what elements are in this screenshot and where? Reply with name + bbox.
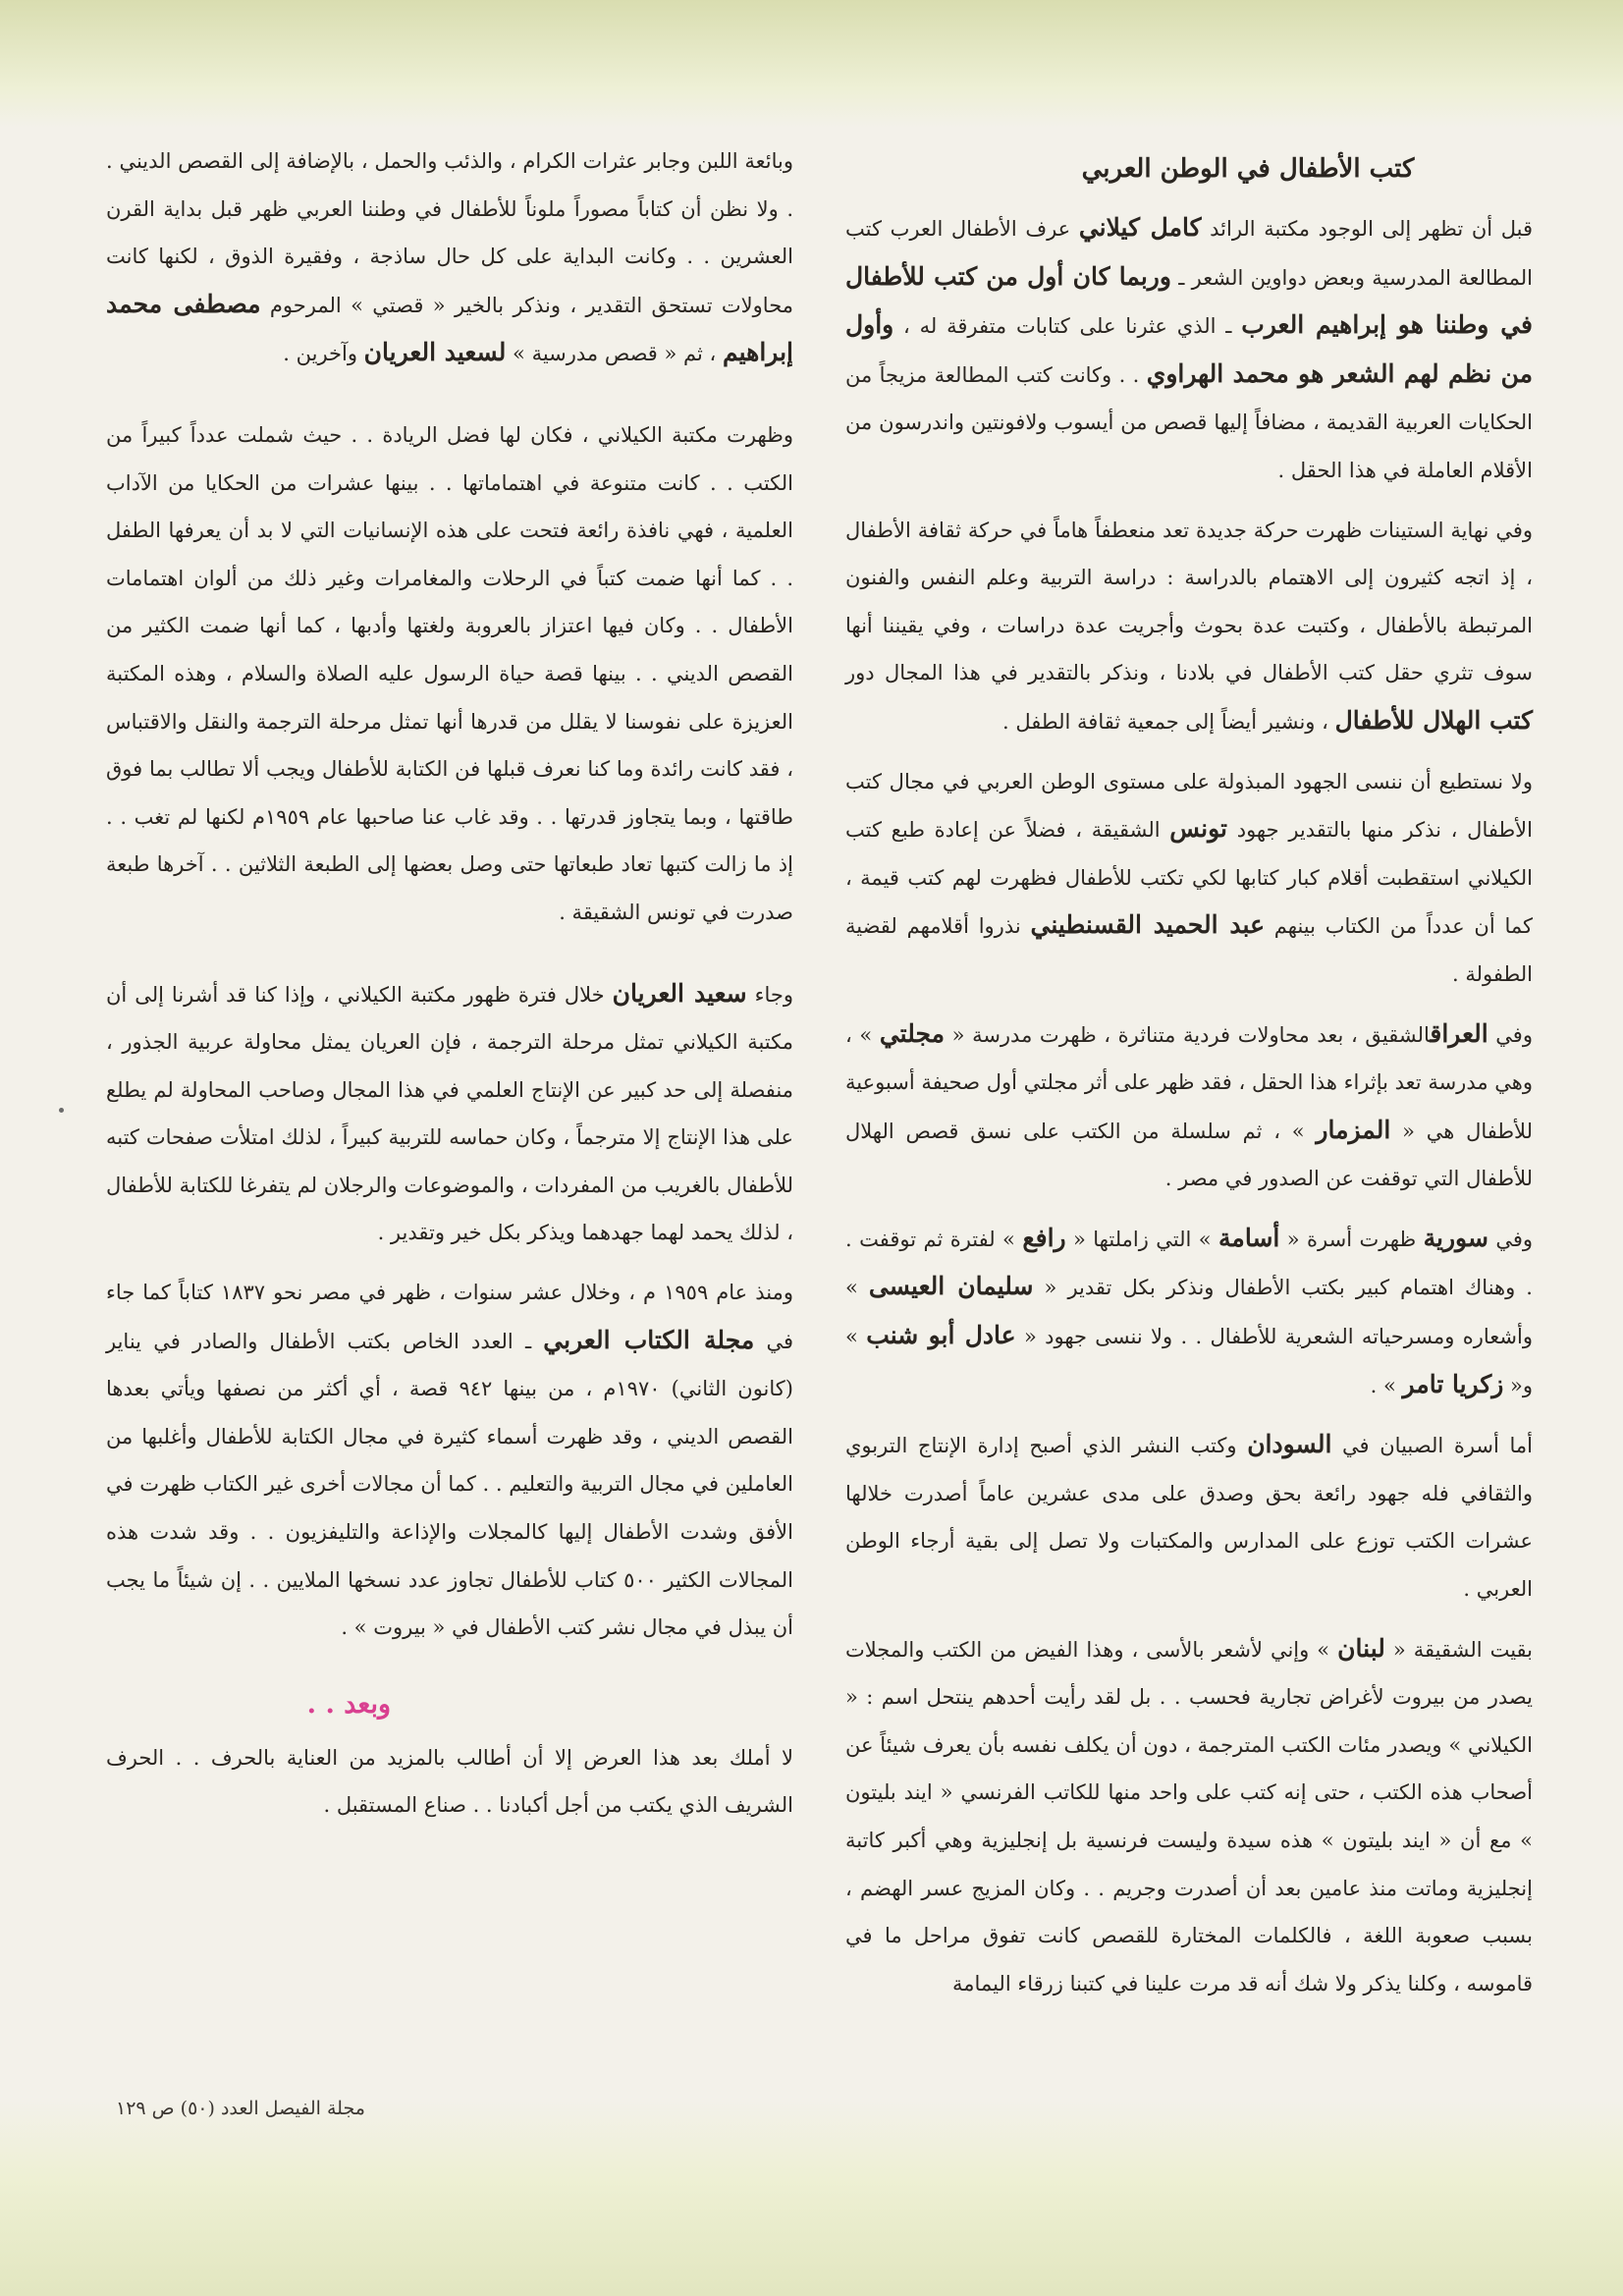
emphasized-name: كتب الهلال للأطفال [1334, 705, 1533, 735]
left-column [106, 137, 793, 1841]
closing-paragraph: لا أملك بعد هذا العرض إلا أن أطالب بالمزيد من العناية بالحرف . . الحرف الشريف الذي يكتب من أجل أكبادنا . . صناع المستقبل . [106, 1745, 793, 1818]
page-footer: مجلة الفيصل العدد (٥٠) ص ١٢٩ [116, 2098, 365, 2119]
right-column-paragraph: بقيت الشقيقة « لبنان » وإني لأشعر بالأسى ، وهذا الفيض من الكتب والمجلات يصدر من بيروت لأغراض تجارية فحسب . . بل لقد رأيت أحدهم ينتحل اسم : « الكيلاني » ويصدر مئات الكتب المترجمة ، دون أن يكلف نفسه بأن يعرف شيئاً عن أصحاب هذه الكتب ، حتى إنه كتب على واحد منها للكاتب الفرنسي « ايند بليتون » مع أن « ايند بليتون » هذه سيدة وليست فرنسية بل إنجليزية وهي أكبر كاتبة إنجليزية وماتت منذ عامين بعد أن أصدرت وجريم . . وكان المزيج عسر الهضم ، بسبب صعوبة اللغة ، فالكلمات المختارة للقصص كانت تفوق مراحل ما في قاموسه ، وكلنا يذكر ولا شك أنه قد مرت علينا في كتبنا زرقاء اليمامة [845, 1633, 1534, 1995]
right-column-paragraph: وفي سورية ظهرت أسرة « أسامة » التي زاملتها « رافع » لفترة ثم توقفت . . وهناك اهتمام كبير بكتب الأطفال ونذكر بكل تقدير « سليمان العيسى » وأشعاره ومسرحياته الشعرية للأطفال . . ولا ننسى جهود « عادل أبو شنب » و« زكريا تامر » . [845, 1223, 1533, 1398]
page-top-band [0, 0, 1623, 128]
emphasized-name: عبد الحميد القسنطيني [1030, 910, 1266, 940]
right-column-paragraph: وفي نهاية الستينات ظهرت حركة جديدة تعد منعطفاً هاماً في حركة ثقافة الأطفال ، إذ اتجه كثيرون إلى الاهتمام بالدراسة : دراسة التربية وعلم النفس والفنون المرتبطة بالأطفال ، وكتبت عدة بحوث وأجريت عدة دراسات ، وفي يقيننا أنها سوف تثري حقل كتب الأطفال في بلادنا ، ونذكر بالتقدير في هذا المجال دور كتب الهلال للأطفال ، ونشير أيضاً إلى جمعية ثقافة الطفل . [845, 518, 1533, 735]
right-column-paragraph: قبل أن تظهر إلى الوجود مكتبة الرائد كامل كيلاني عرف الأطفال العرب كتب المطالعة المدرسية وبعض دواوين الشعر ـ وربما كان أول من كتب للأطفال في وطننا هو إبراهيم العرب ـ الذي عثرنا على كتابات متفرقة له ، وأول من نظم لهم الشعر هو محمد الهراوي . . وكانت كتب المطالعة مزيجاً من الحكايات العربية القديمة ، مضافاً إليها قصص من أيسوب ولافونتين واندرسون من الأقلام العاملة في هذا الحقل . [845, 213, 1534, 482]
emphasized-name: وأول من نظم لهم الشعر هو محمد الهراوي [845, 310, 1533, 388]
right-column-paragraph: أما أسرة الصبيان في السودان وكتب النشر الذي أصبح إدارة الإنتاج التربوي والثقافي فله جهود رائعة بحق وصدق على مدى عشرين عاماً أصدرت خلالها عشرات الكتب توزع على المدارس والمكتبات ولا تصل إلى بقية أرجاء الوطن العربي . [845, 1430, 1533, 1602]
emphasized-name: المزمار [1316, 1115, 1391, 1144]
emphasized-name: مصطفى محمد إبراهيم [106, 289, 793, 367]
right-column-body [845, 204, 1533, 2007]
right-column [845, 137, 1533, 2019]
emphasized-name: أسامة [1218, 1223, 1280, 1252]
page-bottom-band [0, 2100, 1623, 2296]
emphasized-name: كامل كيلاني [1078, 213, 1202, 242]
left-column-paragraph: وبائعة اللبن وجابر عثرات الكرام ، والذئب والحمل ، بالإضافة إلى القصص الديني . . ولا نظن أن كتاباً مصوراً ملوناً للأطفال في وطننا العربي ظهر قبل بداية القرن العشرين . . وكانت البداية على كل حال ساذجة ، وفقيرة الذوق ، لكنها كانت محاولات تستحق التقدير ، ونذكر بالخير « قصتي » المرحوم مصطفى محمد إبراهيم ، ثم « قصص مدرسية » لسعيد العريان وآخرين . [106, 149, 793, 367]
emphasized-name: وربما كان أول من كتب للأطفال في وطننا هو إبراهيم العرب [845, 261, 1533, 340]
right-column-paragraph: ولا نستطيع أن ننسى الجهود المبذولة على مستوى الوطن العربي في مجال كتب الأطفال ، نذكر منها بالتقدير جهود تونس الشقيقة ، فضلاً عن إعادة طبع كتب الكيلاني استقطبت أقلام كبار كتابها لكي تكتب للأطفال فظهرت لهم كتب قيمة ، كما أن عدداً من الكتاب بينهم عبد الحميد القسنطيني نذروا أقلامهم لقضية الطفولة . [845, 769, 1533, 986]
emphasized-name: سورية [1423, 1223, 1488, 1252]
emphasized-name: سعيد العريان [612, 978, 747, 1008]
closing-heading: وبعد . . [306, 1688, 391, 1720]
left-column-body [106, 137, 793, 1652]
emphasized-name: مجلة الكتاب العربي [543, 1325, 755, 1354]
emphasized-name: زكريا تامر [1402, 1369, 1504, 1398]
emphasized-name: العراق [1430, 1018, 1488, 1048]
emphasized-name: رافع [1022, 1223, 1066, 1252]
emphasized-name: السودان [1247, 1430, 1332, 1459]
article-title: كتب الأطفال في الوطن العربي [1081, 154, 1415, 184]
left-column-paragraph: وجاء سعيد العريان خلال فترة ظهور مكتبة الكيلاني ، وإذا كنا قد أشرنا إلى أن مكتبة الكيلاني تمثل مرحلة الترجمة ، فإن العريان يمثل محاولة عربية الجذور ، منفصلة إلى حد كبير عن الإنتاج العلمي في هذا المجال وصاحب المحاولة لم يطلع على هذا الإنتاج إلا مترجماً ، وكان حماسه للتربية كبيراً ، لذلك امتلأت صفحات كتبه للأطفال بالغريب من المفردات ، والموضوعات والرجلان لم يتفرغا للكتابة للأطفال ، لذلك يحمد لهما جهدهما ويذكر بكل خير وتقدير . [106, 978, 793, 1245]
emphasized-name: عادل أبو شنب [866, 1321, 1016, 1350]
emphasized-name: سليمان العيسى [868, 1272, 1034, 1301]
left-column-paragraph: ومنذ عام ١٩٥٩ م ، وخلال عشر سنوات ، ظهر في مصر نحو ١٨٣٧ كتاباً كما جاء في مجلة الكتاب العربي ـ العدد الخاص بكتب الأطفال والصادر في يناير (كانون الثاني) ١٩٧٠م ، من بينها ٩٤٢ قصة ، أي أكثر من نصفها ويأتي بعدها القصص الديني ، وقد ظهرت أسماء كثيرة في مجال الكتابة للأطفال وأغلبها من العاملين في مجال التربية والتعليم . . كما أن مجالات أخرى غير الكتاب ظهرت في الأفق وشدت الأطفال إليها كالمجلات والإذاعة والتليفزيون . . وقد شدت هذه المجالات الكثير ٥٠٠ كتاب للأطفال تجاوز عدد نسخها الملايين . . إن شيئاً ما يجب أن يبذل في مجال نشر كتب الأطفال في « بيروت » . [106, 1281, 794, 1640]
emphasized-name: تونس [1169, 814, 1227, 844]
emphasized-name: لسعيد العريان [363, 338, 507, 367]
margin-mark [59, 1108, 64, 1113]
emphasized-name: مجلتي [879, 1018, 946, 1048]
right-column-paragraph: وفي العراقالشقيق ، بعد محاولات فردية متناثرة ، ظهرت مدرسة « مجلتي » ، وهي مدرسة تعد بإثراء هذا الحقل ، فقد ظهر على أثر مجلتي أول صحيفة أسبوعية للأطفال هي « المزمار » ، ثم سلسلة من الكتب على نسق قصص الهلال للأطفال التي توقفت عن الصدور في مصر . [845, 1018, 1533, 1191]
emphasized-name: لبنان [1337, 1633, 1385, 1663]
left-column-paragraph: وظهرت مكتبة الكيلاني ، فكان لها فضل الريادة . . حيث شملت عدداً كبيراً من الكتب . . كانت متنوعة في اهتماماتها . . بينها عشرات من الحكايا من الآداب العلمية ، فهي نافذة رائعة فتحت على هذه الإنسانيات التي لا بد أن يعرفها الطفل . . كما أنها ضمت كتباً في الرحلات والمغامرات وغير ذلك من ألوان اهتمامات الأطفال . . وكان فيها اعتزاز بالعروبة ولغتها وأدبها ، كما أنها ضمت الكثير من القصص الديني . . بينها قصة حياة الرسول عليه الصلاة والسلام ، وهذه المكتبة العزيزة على نفوسنا لا يقلل من قدرها أنها تمثل مرحلة الترجمة والنقل والاقتباس ، فقد كانت رائدة وما كنا نعرف قبلها فن الكتابة للأطفال ويجب ألا تطالب بما فوق طاقتها ، وبما يتجاوز قدرتها . . وقد غاب عنا صاحبها عام ١٩٥٩م لكنها لم تغب . . إذ ما زالت كتبها تعاد طبعاتها حتى وصل بعضها إلى الطبعة الثلاثين . . آخرها طبعة صدرت في تونس الشقيقة . [106, 422, 793, 924]
